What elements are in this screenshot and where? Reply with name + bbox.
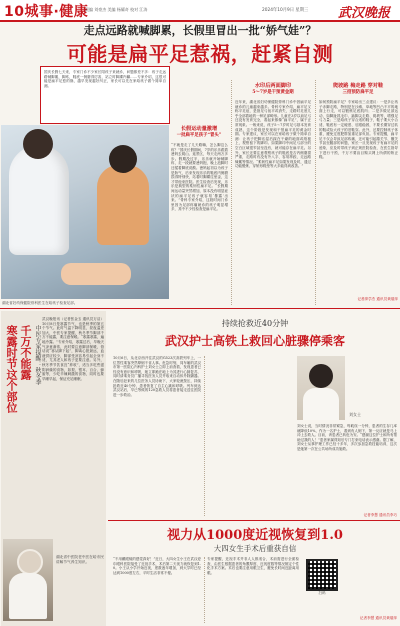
editor-credits: 责编 刘豪杰 美编 杨耀奇 校对 江涛 xyxy=(85,7,148,12)
child-feet xyxy=(61,263,131,285)
nurse-body-middle xyxy=(207,356,293,516)
col2-subhead2: 5～7岁是干预黄金期 xyxy=(252,90,294,95)
section-title: 10城事·健康 xyxy=(4,4,89,20)
col3-subhead2: 三招预防扁平足 xyxy=(342,90,374,95)
child-figure xyxy=(97,165,149,245)
col-divider-2 xyxy=(231,80,232,305)
lead-headline: 可能是扁平足惹祸，赶紧自测 xyxy=(66,42,334,66)
intro-text: 国庆长假七天来，专家门诊不少家长陪孩子来就诊，问题都差不多：孩子走远路喊脚累，脚疼，鞋底一侧磨得厉害，站立时脚踝内翻……专家介绍，这很可能是扁平足惹的祸，越早发现越好纠正，家长可以先在家给孩子做个简单自测。 xyxy=(44,70,166,88)
left-story-title-b: 千万不能露 xyxy=(19,325,32,380)
nurse-byline: 记者李慧 通讯员李巧 xyxy=(363,513,397,517)
elderly-doctor-photo xyxy=(3,539,53,621)
section-divider-1 xyxy=(0,308,400,309)
doctor-child-photo xyxy=(1,125,169,299)
qr-code xyxy=(306,559,338,591)
lead-kicker: 走点远路就喊脚累，长假里冒出一批“娇气娃”？ xyxy=(83,24,317,37)
left-story-box xyxy=(1,311,106,626)
qr-caption: 扫码 xyxy=(318,591,326,595)
vision-subhead: 大四女生手术后重获自信 xyxy=(213,544,297,553)
col2-subhead: 水印后两面脚印 xyxy=(254,83,292,89)
photo1-caption: 湖北省妇幼保健院骨科医生在给孩子检查足部。 xyxy=(2,301,78,305)
vision-body-left: “不用戴眼镜的感觉真好！”近日，大四女生小王在武汉爱尔眼科医院接受了近视手术，术后第二天视力就恢复到1.0。小王从小学开始近视，度数逐年增加，到大学时已经达到1000度左右，平时生活非常不便。 xyxy=(113,557,201,575)
section-divider-2 xyxy=(108,520,400,521)
masthead-logo: 武汉晚报 xyxy=(338,6,391,21)
vision-body-right: 专家提醒，近视手术并非人人都适合，术前需进行全面检查，由医生根据患者的角膜厚度、近视度数等情况制定个性化手术方案。术后也要注意用眼卫生，避免长时间近距离用眼。 xyxy=(207,557,299,575)
nurse-col-divider xyxy=(204,356,205,516)
left-story-body: 武汉晚报讯（记者张金玉 通讯员万洁）10月8日是寒露节气，也是秋季的第五个节气。此时气温下降明显，昼夜温差加大，中医专家提醒，秋冬季节脚部千万不能露，要注意保暖。“寒露寒露，遍地冷露。”专家介绍，寒露过后，早晚天气凉意渐浓，此时要注意脚部保暖，俗话说“寒从脚下起”，脚离心脏最远，血液供应较少，脚部受凉容易引起全身不适，尤其老人和孩子更要注意。另外，秋冬季节饮食宜“养收”，适当多吃些滋阴润燥的食物，如梨、银耳、百合、蜂蜜等，少吃辛辣刺激的食物，同时也要早睡早起，保证充足睡眠。 xyxy=(42,317,104,381)
vision-byline: 记者李慧 通讯员黄瑞萍 xyxy=(359,616,397,620)
col3-subhead: 爬坡路 梅走路 穿对鞋 xyxy=(332,83,384,89)
vision-headline: 视力从1000度近视恢复到1.0 xyxy=(167,528,343,543)
doctor-head xyxy=(23,129,53,159)
page-header xyxy=(0,0,400,22)
issue-date: 2024年10月9日 星期三 xyxy=(262,8,309,13)
nurse-head xyxy=(309,364,333,388)
left-story-kicker: 中医专家提醒：秋冬季 xyxy=(34,325,41,385)
nurse-photo-caption: 刘女士 xyxy=(349,412,361,417)
intro-box xyxy=(40,66,170,124)
vision-col-divider xyxy=(204,557,205,623)
col3-byline: 记者廖学杰 通讯员黄瑞萍 xyxy=(357,297,398,301)
nurse-headline: 武汉护士高铁上救回心脏骤停乘客 xyxy=(164,334,345,348)
col1-subhead: 长假运动量激增 xyxy=(180,126,218,132)
col2-body: 近年来，湖北省妇幼保健院骨科门诊中因扁平足就诊的儿童越来越多。骨科专家介绍，扁平足又称平足症，是指足弓低平或消失，走路时足底几乎全部着地的一种足部畸形。儿童在3岁以前足弓还没有发育完全，看起来都像“扁平足”，属于正常现象。一般来说，孩子5～7岁时足弓基本发育成熟，这个阶段是发现和干预扁平足的黄金时期。专家建议，家长可以在家给孩子做个简单自测：让孩子把脚沾湿后踩在干燥的地面或纸板上，观察留下的脚印。如果脚印中间足弓部分的空白区域很窄甚至没有，就可能存在扁平足。另外，家长还要注意观察孩子的鞋底是否内侧磨损严重，走路时有没有外八字、容易摔跤、走远路喊累等情况。“柔韧性扁平足如果发现及时，通过功能锻炼、穿矫形鞋垫等大多能得到改善。” xyxy=(235,100,311,169)
elderly-doctor-head xyxy=(17,549,43,575)
left-story-title-a: 寒露时节这个部位 xyxy=(5,325,18,413)
col1-body: “不就是走了几天路嘛，怎么脚这么疼？”国庆长假期间，7岁的乐乐跟着爸妈去爬山、逛景区，每天走两万多步。假期没过半，乐乐就开始喊脚疼，走一段就要爸妈抱，晚上泡脚时还揉着脚底说酸。爸妈起初以为孩子是娇气，后来发现乐乐的鞋底内侧磨损得特别快，站着时脚踝往里歪，这才带他来医院。医生检查后发现，乐乐是典型的柔韧性扁平足。“长假期间运动量突然增加，原本没有明显症状的扁平足孩子就容易‘暴露’出来。”骨科专家介绍，这段时间门诊里因为足部疼痛就诊的孩子明显增多，其中不少经检查是扁平足。 xyxy=(171,143,228,212)
elderly-doctor-body xyxy=(9,573,47,619)
nurse-photo xyxy=(297,356,345,420)
col-divider-3 xyxy=(315,80,316,305)
child-head xyxy=(109,145,137,173)
col3-body: 如何预防扁平足？专家给出三点建议：一是多让孩子赤脚走路，特别是在沙滩、草地等凹凸不平的地面上行走，可以锻炼足底肌肉；二是多做足部运动，如脚趾抓毛巾、踮脚尖走路、爬坡等，增强足弓力量；三是给孩子穿合适的鞋子，鞋子要大小合适、鞋底有一定硬度、后跟稳固，不要长期穿过软的鞋或捡大孩子的旧鞋穿。此外，还要控制孩子体重，避免过度肥胖加重足部负担。专家提醒，扁平足不仅会导致足部疼痛，还可能引起膝关节、髋关节甚至腰部的问题，家长一旦发现孩子有扁平足的迹象，应及时带孩子到正规医院检查，在医生指导下进行干预，千万不要盲目购买网上所谓的矫正鞋。 xyxy=(319,100,398,160)
nurse-body xyxy=(303,388,339,420)
nurse-body-left: 10月6日，从北京西开往武汉的G523次高铁列车上，一位男性乘客突然晕倒不省人事。危急时刻，同车厢的武汉市第一医院心内科护士刘女士立即上前查看，发现患者已经没有意识和呼吸，她立即跪在地上为其进行心肺复苏，同时请乘务员广播寻找医务人员并取来自动体外除颤器。在随后赶来的几位医务人员协助下，大家轮流按压，持续抢救近40分钟，患者恢复了自主心跳和呼吸。列车到达武汉站后，早已等候的120急救人员将患者接走送往医院进一步救治。 xyxy=(113,356,201,397)
left-story-body-2 xyxy=(4,421,40,535)
left-story-caption: 湖北省中医院老中医在给市民讲解节气养生知识。 xyxy=(56,555,104,564)
doctor-figure xyxy=(9,145,69,255)
nurse-kicker: 持续抢救近40分钟 xyxy=(221,319,289,328)
nurse-body-right: 刘女士说，当时情况非常紧急，每耽误一分钟，患者的生存几率就降低10%，作为一名护士，看到有人倒下，第一反应就是马上冲上去救人。目前，该患者已转危为安。“感谢这位护士和所有帮助过我的人！”患者家属得知后专门打来电话表示感谢。据了解，刘女士从事护理工作已经十多年，多次参加急救技能培训，这次是她第一次在公共场所成功施救。 xyxy=(297,424,397,451)
col1-subhead2: 一批扁平足孩子“冒头” xyxy=(176,133,222,138)
